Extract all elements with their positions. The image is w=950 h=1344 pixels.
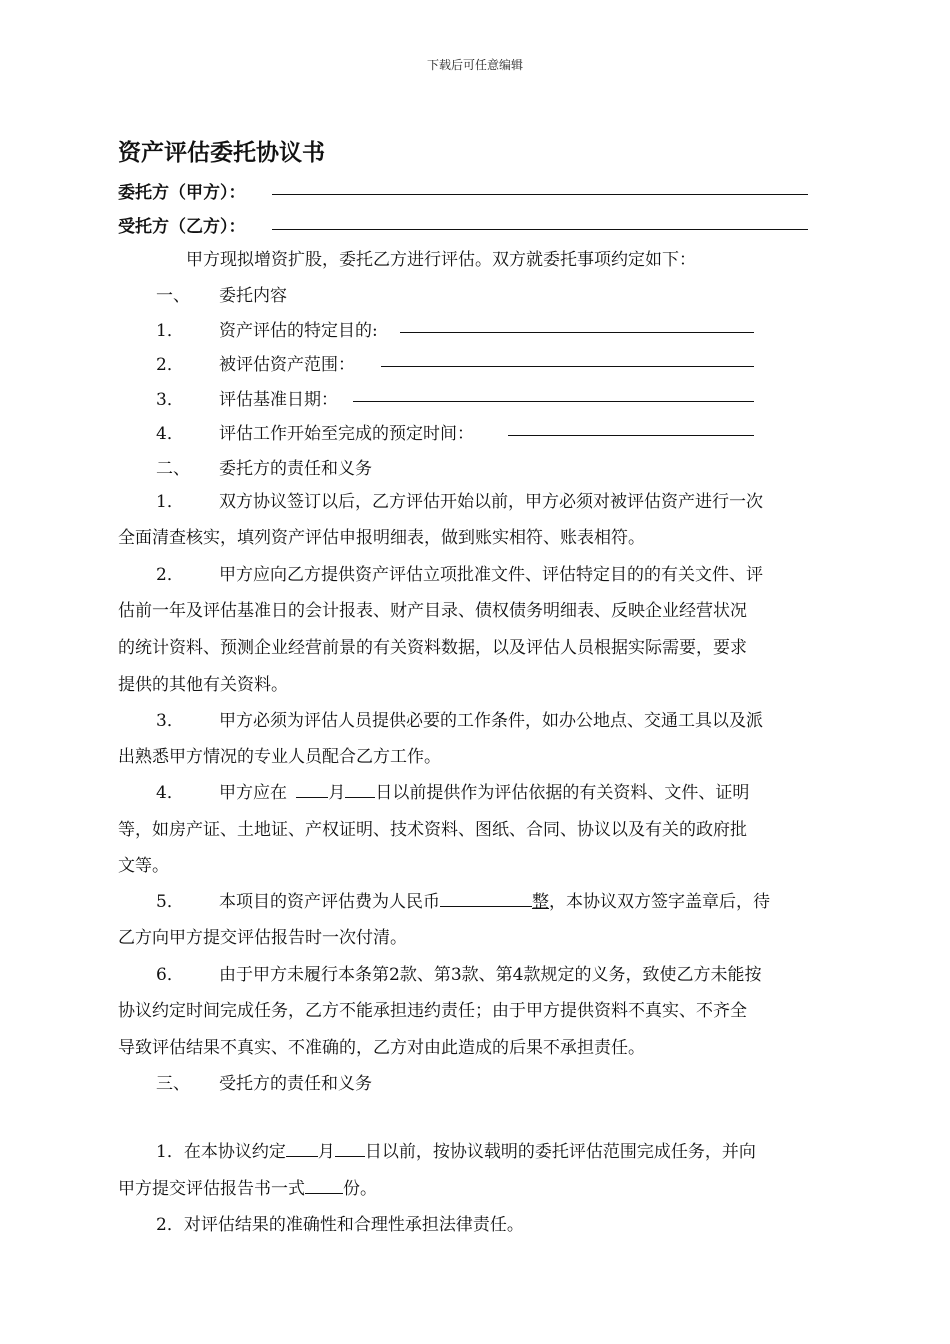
s2-item6-line3: 导致评估结果不真实、不准确的，乙方对由此造成的后果不承担责任。 <box>118 1038 645 1058</box>
s2-item4-day-rest: 日以前提供作为评估依据的有关资料、文件、证明 <box>375 783 750 803</box>
client-party-label: 委托方（甲方）： <box>118 183 246 203</box>
s2-item5-number: 5． <box>156 892 184 912</box>
s1-item2-blank <box>381 366 754 367</box>
s3-item2: 2．对评估结果的准确性和合理性承担法律责任。 <box>156 1215 524 1235</box>
s2-item1-line2: 全面清查核实，填列资产评估申报明细表，做到账实相符、账表相符。 <box>118 528 645 548</box>
s2-item5-fee-blank <box>440 890 532 907</box>
s2-item2-line3: 的统计资料、预测企业经营前景的有关资料数据，以及评估人员根据实际需要，要求 <box>118 638 747 658</box>
s2-item4-pre: 甲方应在 <box>219 783 287 803</box>
section2-title: 委托方的责任和义务 <box>219 459 372 479</box>
s1-item4-blank <box>508 435 754 436</box>
s2-item2-line2: 估前一年及评估基准日的会计报表、财产目录、债权债务明细表、反映企业经营状况 <box>118 601 747 621</box>
s2-item3-line2: 出熟悉甲方情况的专业人员配合乙方工作。 <box>118 747 441 767</box>
s2-item1-number: 1． <box>156 492 184 512</box>
s2-item4-month-blank <box>296 781 328 798</box>
s1-item4-number: 4． <box>156 424 184 444</box>
header-note: 下载后可任意编辑 <box>426 58 523 72</box>
s1-item3-label: 评估基准日期： <box>219 390 338 410</box>
s3-item1-pre: 1．在本协议约定 <box>156 1142 286 1162</box>
s2-item2-line4: 提供的其他有关资料。 <box>118 675 288 695</box>
client-party-blank <box>272 194 808 195</box>
s3-item1-month: 月 <box>317 1142 335 1162</box>
intro-paragraph: 甲方现拟增资扩股，委托乙方进行评估。双方就委托事项约定如下： <box>186 250 696 270</box>
s2-item6-line1: 由于甲方未履行本条第2款、第3款、第4款规定的义务，致使乙方未能按 <box>219 965 762 985</box>
s2-item4-day-blank <box>345 781 375 798</box>
s1-item1-number: 1． <box>156 321 184 341</box>
s2-item5-post: ，本协议双方签字盖章后，待 <box>549 892 770 912</box>
s2-item5-whole: 整 <box>532 892 549 912</box>
s2-item3-line1: 甲方必须为评估人员提供必要的工作条件，如办公地点、交通工具以及派 <box>219 711 763 731</box>
s2-item5-line2: 乙方向甲方提交评估报告时一次付清。 <box>118 928 407 948</box>
s3-item1-line2-post: 份。 <box>343 1179 377 1199</box>
s2-item4-line3: 文等。 <box>118 856 169 876</box>
s3-item1-day-rest: 日以前，按协议载明的委托评估范围完成任务，并向 <box>364 1142 756 1162</box>
s2-item2-number: 2． <box>156 565 184 585</box>
s2-item4-line2: 等，如房产证、土地证、产权证明、技术资料、图纸、合同、协议以及有关的政府批 <box>118 820 747 840</box>
section2-number: 二、 <box>156 459 190 479</box>
s2-item3-number: 3． <box>156 711 184 731</box>
s3-item1-line2 <box>118 1174 377 1199</box>
s1-item2-number: 2． <box>156 355 184 375</box>
s3-item1-day-blank <box>335 1140 365 1157</box>
s2-item5-line1 <box>219 887 770 912</box>
s1-item1-blank <box>400 332 754 333</box>
s3-item1-line1 <box>156 1137 756 1162</box>
section1-title: 委托内容 <box>219 286 287 306</box>
s2-item4-line1 <box>219 778 749 803</box>
s1-item1-label: 资产评估的特定目的: <box>219 321 378 341</box>
s2-item6-line2: 协议约定时间完成任务，乙方不能承担违约责任；由于甲方提供资料不真实、不齐全 <box>118 1001 747 1021</box>
s1-item4-label: 评估工作开始至完成的预定时间： <box>219 424 474 444</box>
section3-number: 三、 <box>156 1074 190 1094</box>
s2-item1-line1: 双方协议签订以后，乙方评估开始以前，甲方必须对被评估资产进行一次 <box>219 492 763 512</box>
s2-item4-number: 4． <box>156 783 184 803</box>
document-title: 资产评估委托协议书 <box>118 140 325 166</box>
s2-item2-line1: 甲方应向乙方提供资产评估立项批准文件、评估特定目的的有关文件、评 <box>219 565 763 585</box>
s2-item6-number: 6． <box>156 965 184 985</box>
agent-party-label: 受托方（乙方）： <box>118 217 246 237</box>
s3-item1-line2-pre: 甲方提交评估报告书一式 <box>118 1179 305 1199</box>
section1-number: 一、 <box>156 286 190 306</box>
s2-item5-pre: 本项目的资产评估费为人民币 <box>219 892 440 912</box>
s1-item2-label: 被评估资产范围： <box>219 355 355 375</box>
agent-party-blank <box>272 229 808 230</box>
section3-title: 受托方的责任和义务 <box>219 1074 372 1094</box>
s1-item3-number: 3． <box>156 390 184 410</box>
s2-item4-month: 月 <box>328 783 346 803</box>
s3-item1-month-blank <box>286 1140 318 1157</box>
s3-item1-copies-blank <box>305 1177 343 1194</box>
s1-item3-blank <box>353 401 754 402</box>
